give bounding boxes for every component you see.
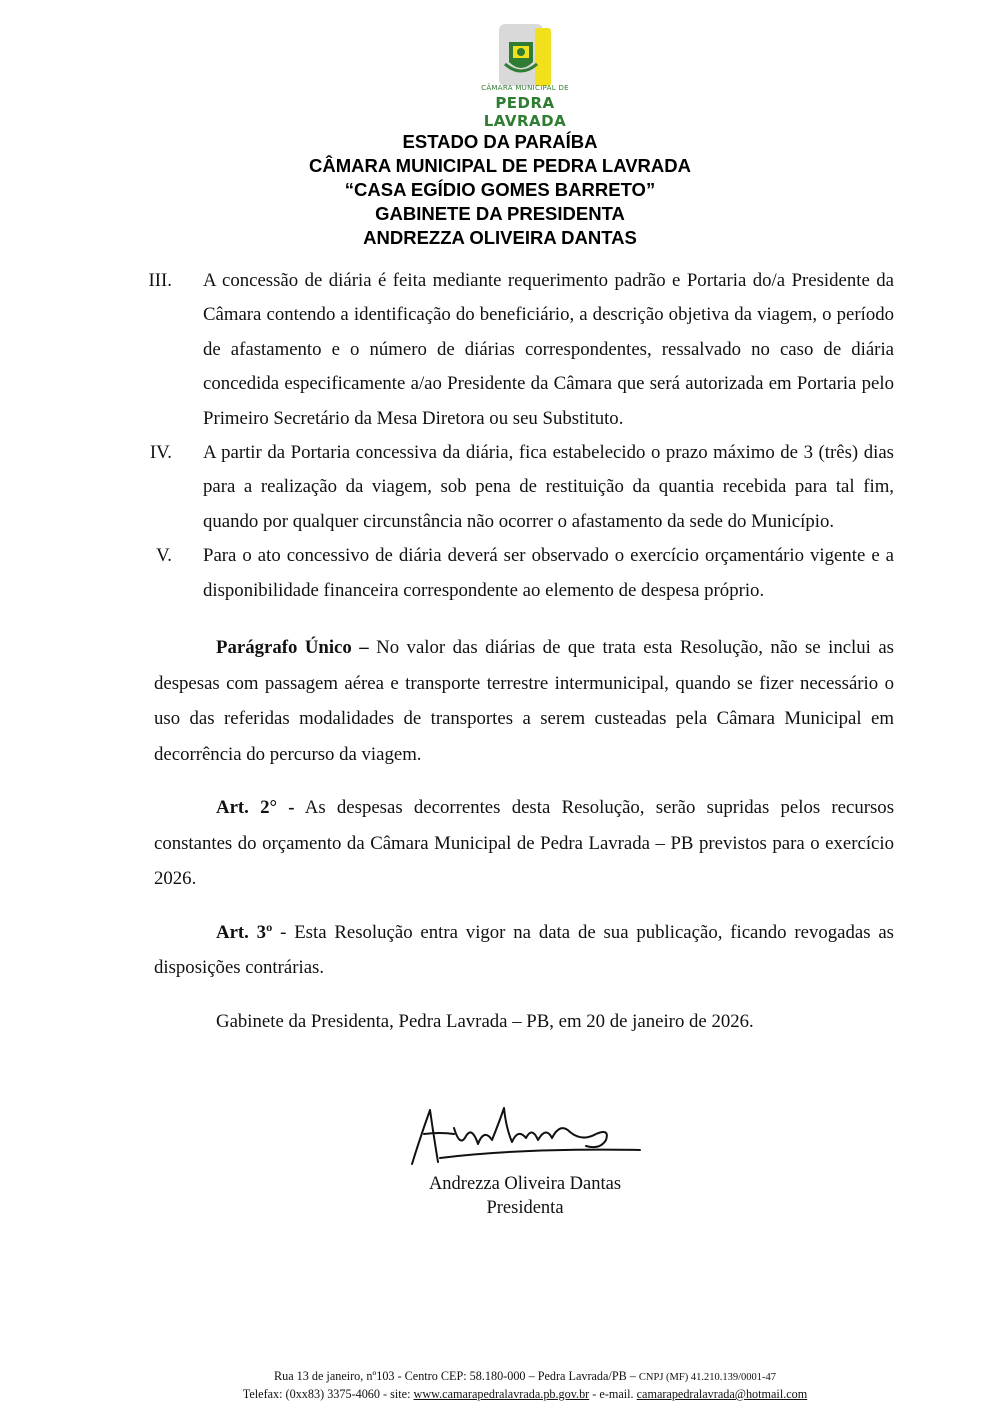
item-text: A concessão de diária é feita mediante requerimento padrão e Portaria do/a Presidente da Câmara contendo a identificação do beneficiário, a descrição objetiva da viagem, o período de afastamento e o número de diárias correspondentes, ressalvado no caso de diária concedida especificamente a/ao Presidente da Câmara que será autorizada em Portaria pelo Primeiro Secretário da Mesa Diretora ou seu Substituto. bbox=[203, 270, 894, 429]
chamber-logo bbox=[455, 18, 595, 130]
item-number: V. bbox=[156, 545, 172, 567]
footer-address-line bbox=[150, 1368, 900, 1386]
item-number: IV. bbox=[149, 442, 172, 464]
paragrafo-unico-label: Parágrafo Único – bbox=[216, 637, 369, 659]
header-president: ANDREZZA OLIVEIRA DANTAS bbox=[363, 227, 637, 248]
header-state: ESTADO DA PARAÍBA bbox=[402, 131, 598, 152]
paragrafo-unico-text: No valor das diárias de que trata esta Resolução, não se inclui as despesas com passagem aérea e transporte terrestre intermunicipal, quando se fizer necessário o uso das referidas modalidades de transportes a serem custeadas pela Câmara Municipal em decorrência do percurso da viagem. bbox=[154, 637, 894, 765]
article-2-text: As despesas decorrentes desta Resolução, serão supridas pelos recursos constantes do orçamento da Câmara Municipal de Pedra Lavrada – PB previstos para o exercício 2026. bbox=[154, 797, 895, 890]
footer-address: Rua 13 de janeiro, nº103 - Centro CEP: 58.180-000 – Pedra Lavrada/PB – bbox=[273, 1369, 639, 1383]
handwritten-signature bbox=[400, 1098, 650, 1178]
header-house-name: “CASA EGÍDIO GOMES BARRETO” bbox=[344, 179, 656, 200]
article-3-text: - Esta Resolução entra vigor na data de sua publicação, ficando revogadas as disposições contrárias. bbox=[154, 921, 894, 979]
article-2 bbox=[154, 790, 894, 897]
footer-cnpj: CNPJ (MF) 41.210.139/0001-47 bbox=[638, 1372, 777, 1383]
logo-line-1: CÂMARA MUNICIPAL DE bbox=[481, 84, 569, 92]
item-text: Para o ato concessivo de diária deverá ser observado o exercício orçamentário vigente e a disponibilidade financeira correspondente ao elemento de despesa próprio. bbox=[203, 545, 894, 601]
article-2-label: Art. 2° - bbox=[216, 797, 295, 819]
list-item bbox=[154, 539, 894, 608]
document-footer bbox=[150, 1368, 900, 1402]
header-chamber: CÂMARA MUNICIPAL DE PEDRA LAVRADA bbox=[309, 155, 691, 176]
footer-phone: Telefax: (0xx83) 3375-4060 - site: bbox=[242, 1387, 414, 1401]
document-header bbox=[0, 130, 1000, 250]
list-item bbox=[148, 264, 894, 436]
paragrafo-unico bbox=[154, 630, 894, 772]
signer-name: Andrezza Oliveira Dantas bbox=[428, 1174, 622, 1194]
article-3-label: Art. 3º bbox=[216, 921, 273, 943]
article-3 bbox=[154, 915, 894, 986]
signer-role: Presidenta bbox=[486, 1198, 564, 1218]
header-office: GABINETE DA PRESIDENTA bbox=[375, 203, 625, 224]
signer-block bbox=[380, 1172, 670, 1220]
list-item bbox=[149, 436, 894, 539]
footer-contact-line bbox=[150, 1386, 900, 1402]
footer-site-link[interactable]: www.camarapedralavrada.pb.gov.br bbox=[413, 1387, 590, 1401]
logo-line-2: PEDRA LAVRADA bbox=[483, 94, 567, 130]
item-text: A partir da Portaria concessiva da diária, fica estabelecido o prazo máximo de 3 (três) dias para a realização da viagem, sob pena de restituição da quantia recebida para tal fim, quando por qualquer circunstância não ocorrer o afastamento da sede do Município. bbox=[203, 442, 894, 532]
footer-email-link[interactable]: camarapedralavrada@hotmail.com bbox=[636, 1387, 808, 1401]
footer-email-label: - e-mail. bbox=[589, 1387, 637, 1401]
item-number: III. bbox=[148, 270, 172, 291]
document-body bbox=[148, 264, 895, 1039]
closing-line: Gabinete da Presidenta, Pedra Lavrada – PB, em 20 de janeiro de 2026. bbox=[216, 1010, 754, 1032]
